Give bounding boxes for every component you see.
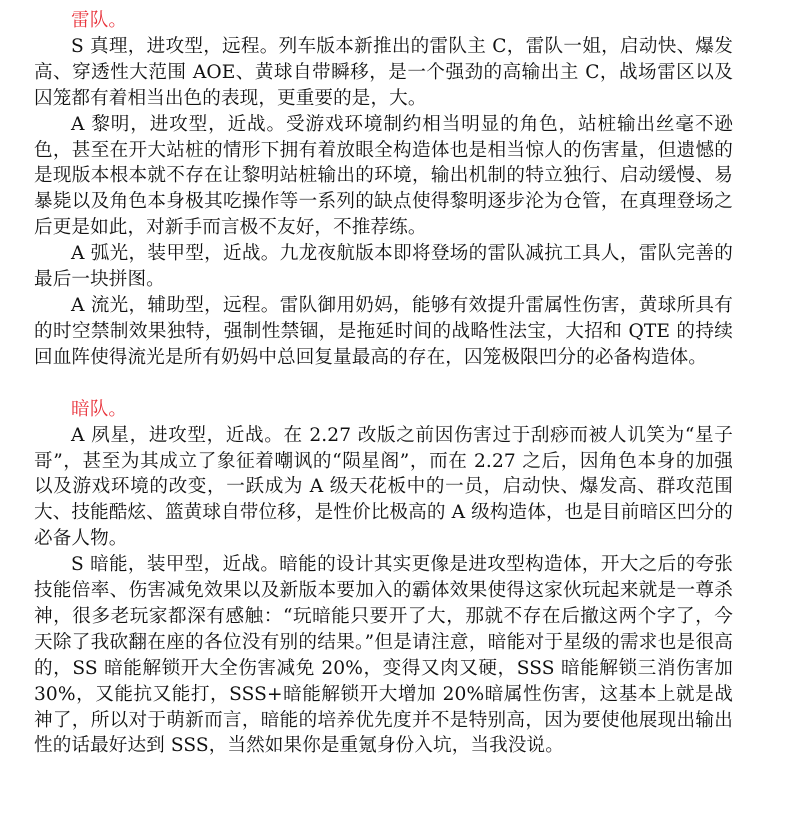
paragraph-arc: A 弧光，装甲型，近战。九龙夜航版本即将登场的雷队减抗工具人，雷队完善的最后一块拼图。 [34, 243, 733, 291]
section-spacer [34, 371, 733, 397]
section-lei-team [34, 8, 733, 371]
paragraph-dark-energy: S 暗能，装甲型，近战。暗能的设计其实更像是进攻型构造体，开大之后的夸张技能倍率、伤害减免效果以及新版本要加入的霸体效果使得这家伙玩起来就是一尊杀神，很多老玩家都深有感触：“玩暗能只要开了大，那就不存在后撤这两个字了，今天除了我砍翻在座的各位没有别的结果。”但是请注意，暗能对于星级的需求也是很高的，SS 暗能解锁开大全伤害减免 20%，变得又肉又硬，SSS 暗能解锁三消伤害加 30%，又能抗又能打，SSS+暗能解锁开大增加 20%暗属性伤害，这基本上就是战神了，所以对于萌新而言，暗能的培养优先度并不是特别高，因为要使他展现出输出性的话最好达到 SSS，当然如果你是重氪身份入坑，当我没说。 [34, 554, 733, 757]
paragraph-truth: S 真理，进攻型，远程。列车版本新推出的雷队主 C，雷队一姐，启动快、爆发高、穿透性大范围 AOE、黄球自带瞬移，是一个强劲的高输出主 C，战场雷区以及囚笼都有着相当出色的表现，更重要的是，大。 [34, 35, 733, 109]
section-dark-team [34, 397, 733, 760]
paragraph-flowing-light: A 流光，辅助型，远程。雷队御用奶妈，能够有效提升雷属性伤害，黄球所具有的时空禁制效果独特，强制性禁锢，是拖延时间的战略性法宝，大招和 QTE 的持续回血阵使得流光是所有奶妈中总回复量最高的存在，囚笼极限凹分的必备构造体。 [34, 294, 733, 368]
paragraph-dawn-star: A 夙星，进攻型，近战。在 2.27 改版之前因伤害过于刮痧而被人讥笑为“星子哥”，甚至为其成立了象征着嘲讽的“陨星阁”，而在 2.27 之后，因角色本身的加强以及游戏环境的改变，一跃成为 A 级天花板中的一员，启动快、爆发高、群攻范围大、技能酷炫、篮黄球自带位移，是性价比极高的 A 级构造体，也是目前暗区凹分的必备人物。 [34, 424, 733, 550]
section-heading-lei-team: 雷队。 [71, 10, 128, 31]
paragraph-dawn: A 黎明，进攻型，近战。受游戏环境制约相当明显的角色，站桩输出丝毫不逊色，甚至在开大站桩的情形下拥有着放眼全构造体也是相当惊人的伤害量，但遗憾的是现版本根本就不存在让黎明站桩输出的环境，输出机制的特立独行、启动缓慢、易暴毙以及角色本身极其吃操作等一系列的缺点使得黎明逐步沦为仓管，在真理登场之后更是如此，对新手而言极不友好，不推荐练。 [34, 113, 733, 239]
section-heading-dark-team: 暗队。 [71, 398, 128, 420]
